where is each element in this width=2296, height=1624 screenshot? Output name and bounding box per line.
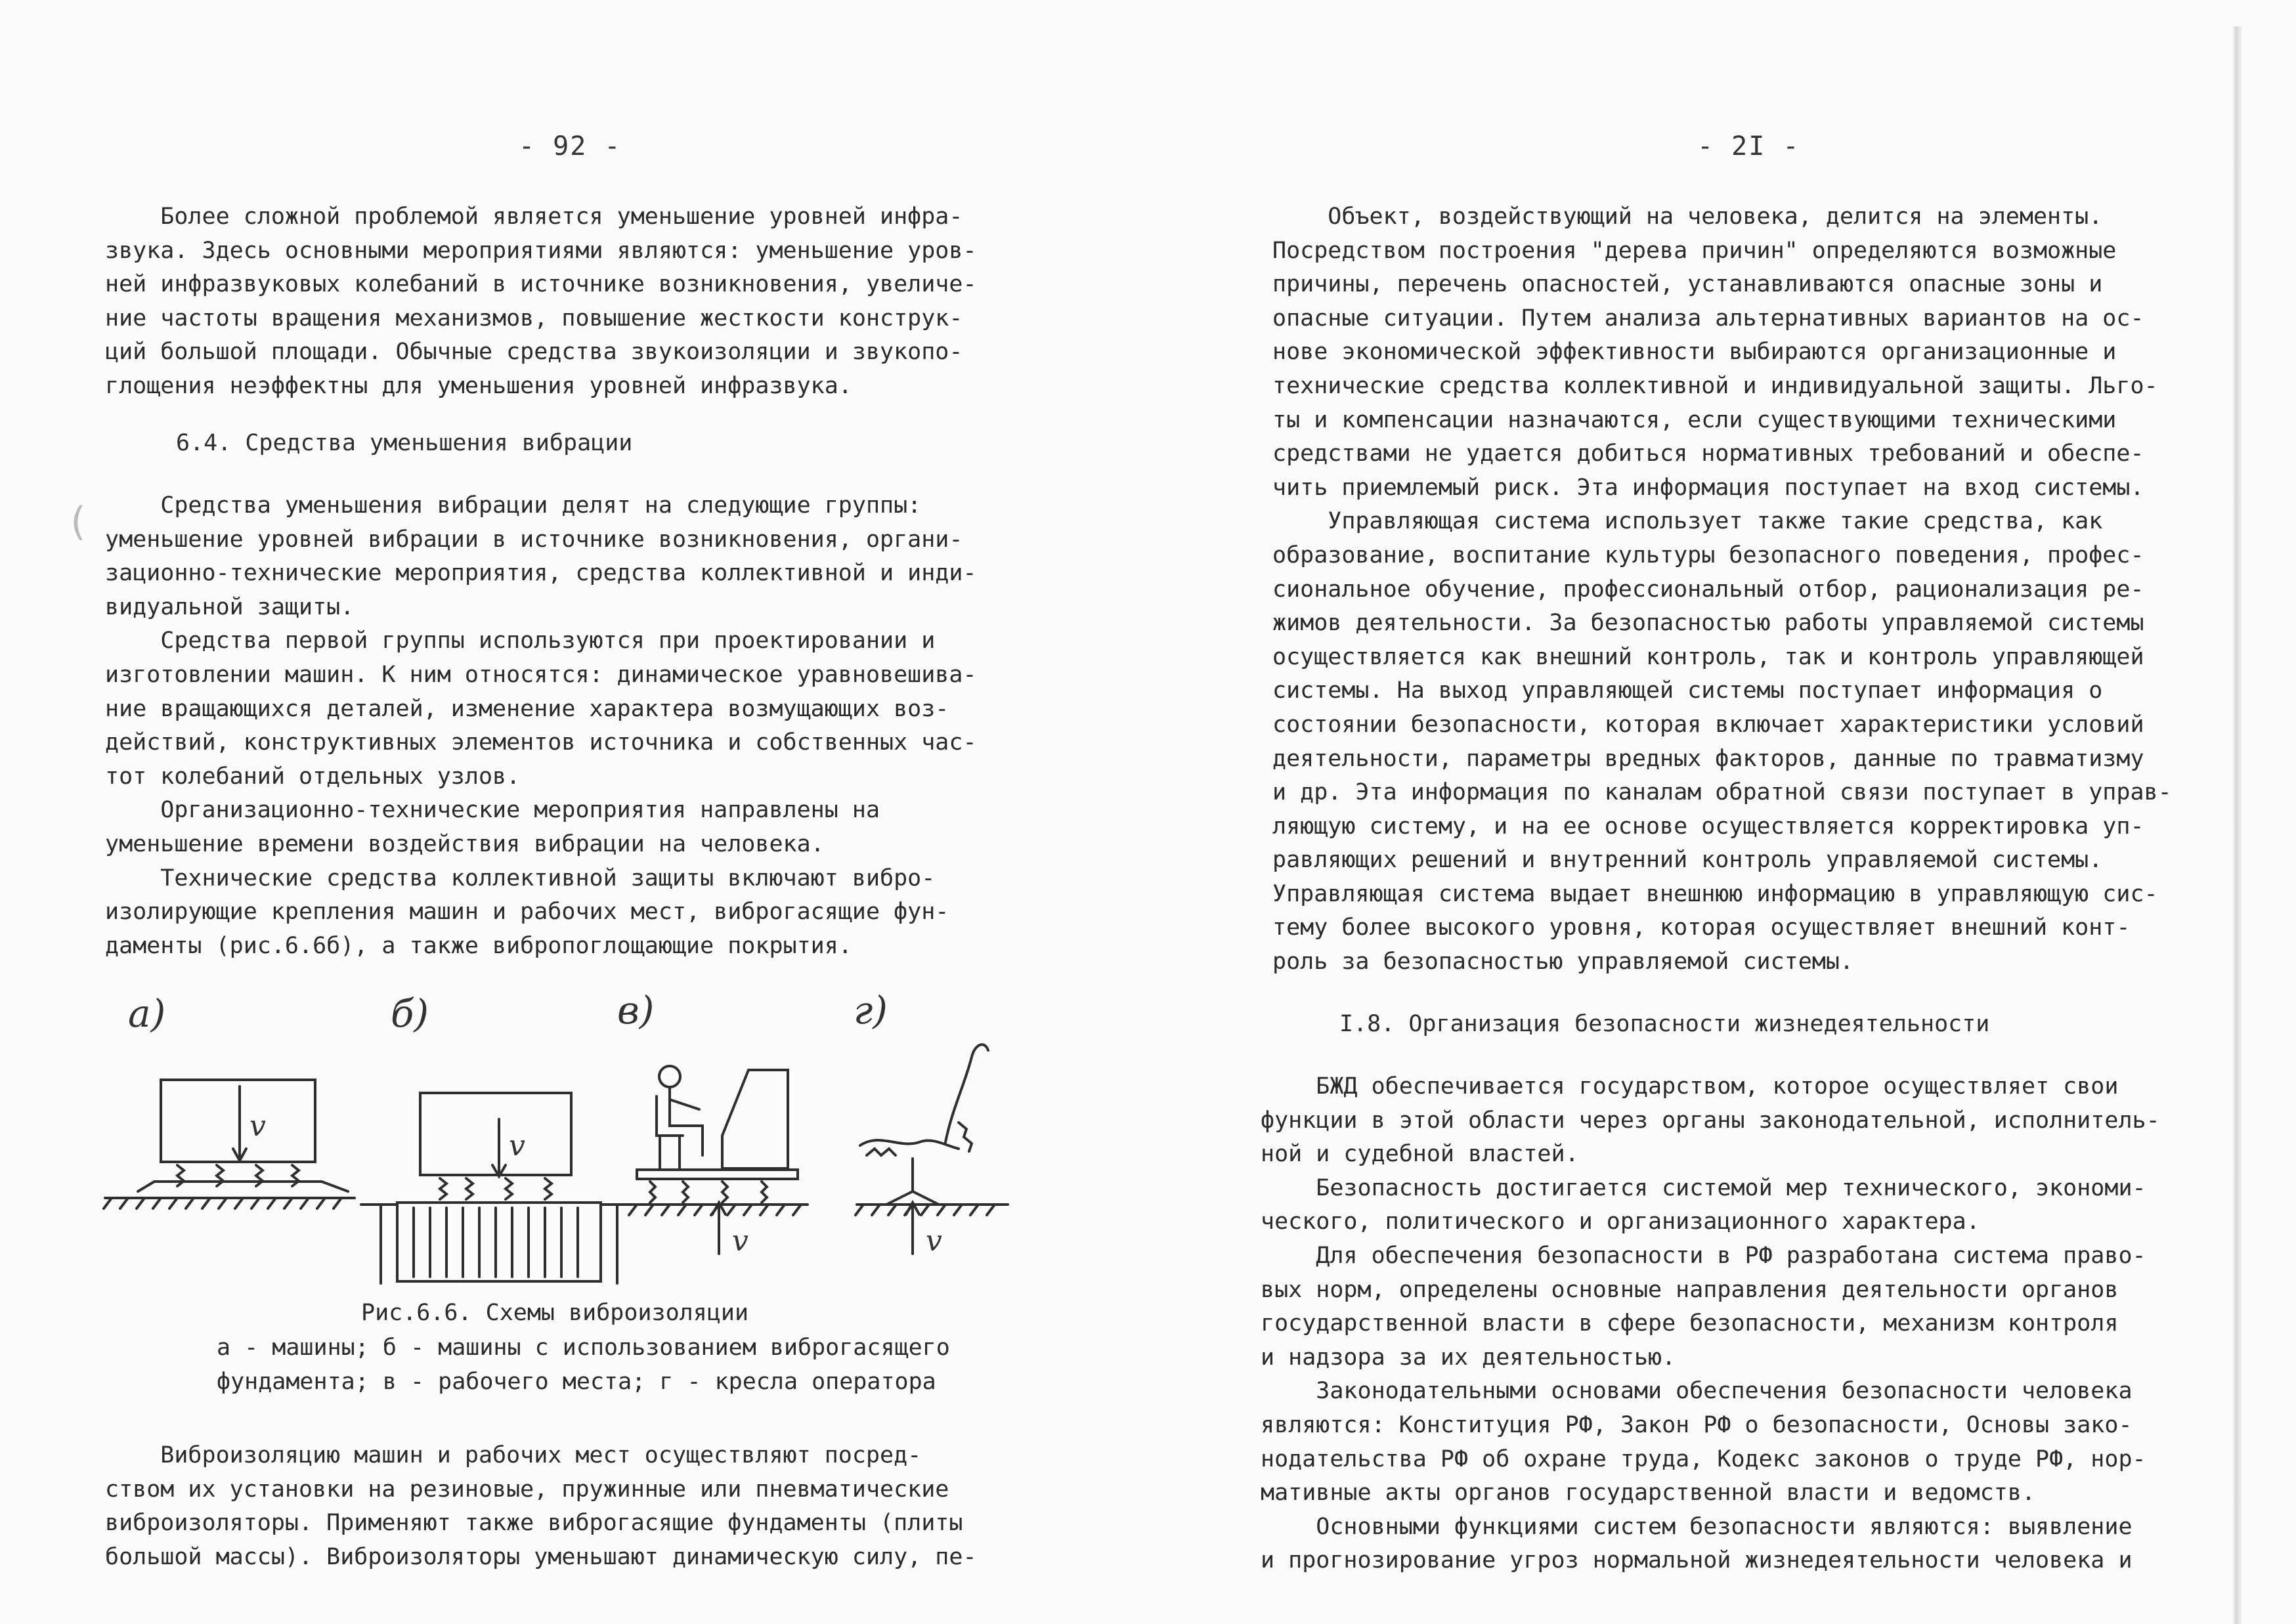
scheme-c-workplace xyxy=(629,1066,808,1254)
velocity-label-a: v xyxy=(249,1109,266,1143)
figure-caption-line-1: а - машины; б - машины с использованием виброгасящего xyxy=(217,1335,950,1361)
velocity-label-c: v xyxy=(732,1224,748,1258)
right-block2-line: Для обеспечения безопасности в РФ разработана система право- xyxy=(1261,1242,2146,1269)
right-block1-line: чить приемлемый риск. Эта информация поступает на вход системы. xyxy=(1272,474,2144,501)
left-block1-line: глощения неэффектны для уменьшения уровней инфразвука. xyxy=(105,372,852,399)
left-block2-line: зационно-технические мероприятия, средства коллективной и инди- xyxy=(105,560,977,587)
left-block2-line: изготовлении машин. К ним относятся: динамическое уравновешива- xyxy=(105,661,977,688)
right-block2-line: нодательства РФ об охране труда, Кодекс законов о труде РФ, нор- xyxy=(1261,1445,2146,1472)
left-section-heading: 6.4. Средства уменьшения вибрации xyxy=(176,430,633,456)
left-block2-line: Организационно-технические мероприятия направлены на xyxy=(105,797,880,824)
left-block3-line: большой массы). Виброизоляторы уменьшают динамическую силу, пе- xyxy=(105,1543,977,1570)
right-block1-line: Объект, воздействующий на человека, делится на элементы. xyxy=(1272,203,2103,230)
right-paragraph-organization xyxy=(1261,1070,2160,1578)
scheme-b-foundation xyxy=(361,1093,637,1283)
left-paragraph-vibration xyxy=(105,489,977,963)
right-block1-line: сиональное обучение, профессиональный отбор, рационализация ре- xyxy=(1272,576,2144,603)
right-block1-line: равляющих решений и внутренний контроль управляемой системы. xyxy=(1272,847,2103,874)
figure-label-a: а) xyxy=(128,991,166,1036)
right-block2-line: Законодательными основами обеспечения безопасности человека xyxy=(1261,1378,2133,1405)
right-block1-line: технические средства коллективной и индивидуальной защиты. Льго- xyxy=(1272,372,2158,399)
right-block1-line: нове экономической эффективности выбираются организационные и xyxy=(1272,339,2117,366)
right-block2-line: функции в этой области через органы законодательной, исполнитель- xyxy=(1261,1107,2160,1134)
right-block2-line: и прогнозирование угроз нормальной жизнедеятельности человека и xyxy=(1261,1547,2133,1574)
right-block2-line: вых норм, определены основные направления деятельности органов xyxy=(1261,1276,2119,1303)
right-block1-line: осуществляется как внешний контроль, так и контроль управляющей xyxy=(1272,643,2144,670)
margin-bracket: ( xyxy=(66,499,90,545)
right-block2-line: государственной власти в сфере безопасности, механизм контроля xyxy=(1261,1310,2119,1337)
left-paragraph-infrasound xyxy=(105,200,977,404)
right-block2-line: являются: Конституция РФ, Закон РФ о безопасности, Основы зако- xyxy=(1261,1411,2133,1438)
left-block1-line: Более сложной проблемой является уменьшение уровней инфра- xyxy=(105,203,963,230)
left-paragraph-isolation xyxy=(105,1439,977,1574)
right-block2-line: мативные акты органов государственной власти и ведомств. xyxy=(1261,1480,2036,1506)
right-block1-line: роль за безопасностью управляемой системы. xyxy=(1272,949,1854,975)
right-block1-line: Посредством построения "дерева причин" определяются возможные xyxy=(1272,237,2117,264)
right-block2-line: и надзора за их деятельностью. xyxy=(1261,1344,1676,1371)
figure-label-g: г) xyxy=(854,988,888,1033)
right-paragraph-system xyxy=(1272,200,2172,979)
right-block1-line: ляющую систему, и на ее основе осуществляется корректировка уп- xyxy=(1272,813,2144,840)
right-block1-line: и др. Эта информация по каналам обратной связи поступает в управ- xyxy=(1272,779,2172,806)
right-block2-line: БЖД обеспечивается государством, которое осуществляет свои xyxy=(1261,1073,2119,1100)
left-block3-line: Виброизоляцию машин и рабочих мест осуществляют посред- xyxy=(105,1442,922,1468)
left-block2-line: Средства первой группы используются при проектировании и xyxy=(105,628,936,654)
left-block2-line: видуальной защиты. xyxy=(105,593,355,620)
right-block2-line: Основными функциями систем безопасности являются: выявление xyxy=(1261,1513,2133,1540)
velocity-label-b: v xyxy=(509,1129,525,1163)
right-block1-line: жимов деятельности. За безопасностью работы управляемой системы xyxy=(1272,610,2144,637)
left-block3-line: виброизоляторы. Применяют также виброгасящие фундаменты (плиты xyxy=(105,1510,963,1537)
figure-caption-title: Рис.6.6. Схемы виброизоляции xyxy=(361,1300,749,1326)
left-block2-line: тот колебаний отдельных узлов. xyxy=(105,763,521,790)
right-block1-line: опасные ситуации. Путем анализа альтернативных вариантов на ос- xyxy=(1272,305,2144,331)
right-page-number: - 2I - xyxy=(1697,131,1800,161)
left-block2-line: уменьшение уровней вибрации в источнике возникновения, органи- xyxy=(105,526,963,553)
figure-label-v: в) xyxy=(617,988,655,1033)
left-block1-line: ней инфразвуковых колебаний в источнике возникновения, увеличе- xyxy=(105,271,977,298)
scheme-a-machine xyxy=(104,1080,355,1208)
right-block1-line: Управляющая система выдает внешнюю информацию в управляющую сис- xyxy=(1272,880,2158,907)
vibration-isolation-diagram xyxy=(92,978,1024,1287)
figure-label-b: б) xyxy=(391,991,429,1036)
left-block2-line: Технические средства коллективной защиты включают вибро- xyxy=(105,865,936,891)
right-block1-line: тему более высокого уровня, которая осуществляет внешний конт- xyxy=(1272,914,2131,941)
left-block2-line: ние вращающихся деталей, изменение характера возмущающих воз- xyxy=(105,695,949,722)
left-page-number: - 92 - xyxy=(519,131,622,161)
left-block2-line: Средства уменьшения вибрации делят на следующие группы: xyxy=(105,492,922,519)
right-block1-line: деятельности, параметры вредных факторов, данные по травматизму xyxy=(1272,745,2144,772)
left-block1-line: звука. Здесь основными мероприятиями являются: уменьшение уров- xyxy=(105,237,977,264)
left-block1-line: ние частоты вращения механизмов, повышение жесткости конструк- xyxy=(105,305,963,331)
left-block3-line: ством их установки на резиновые, пружинные или пневматические xyxy=(105,1476,949,1503)
right-block1-line: причины, перечень опасностей, устанавливаются опасные зоны и xyxy=(1272,271,2103,298)
right-block1-line: средствами не удается добиться нормативных требований и обеспе- xyxy=(1272,440,2144,467)
right-block1-line: Управляющая система использует также такие средства, как xyxy=(1272,508,2103,535)
right-block1-line: состоянии безопасности, которая включает характеристики условий xyxy=(1272,711,2144,738)
left-block2-line: действий, конструктивных элементов источника и собственных час- xyxy=(105,729,977,756)
scheme-d-operator-seat xyxy=(856,1044,1008,1254)
velocity-label-d: v xyxy=(926,1224,942,1258)
right-block2-line: ческого, политического и организационного характера. xyxy=(1261,1208,1980,1235)
page-edge xyxy=(2232,26,2242,1624)
left-block2-line: уменьшение времени воздействия вибрации на человека. xyxy=(105,830,825,857)
left-block2-line: изолирующие крепления машин и рабочих мест, виброгасящие фун- xyxy=(105,899,949,926)
right-block1-line: образование, воспитание культуры безопасного поведения, профес- xyxy=(1272,542,2144,568)
right-block1-line: системы. На выход управляющей системы поступает информация о xyxy=(1272,677,2103,704)
figure-caption-line-2: фундамента; в - рабочего места; г - кресла оператора xyxy=(217,1369,936,1395)
right-block2-line: ной и судебной властей. xyxy=(1261,1141,1579,1168)
left-block1-line: ций большой площади. Обычные средства звукоизоляции и звукопо- xyxy=(105,339,963,366)
right-block1-line: ты и компенсации назначаются, если существующими техническими xyxy=(1272,406,2117,433)
left-block2-line: даменты (рис.6.6б), а также вибропоглощающие покрытия. xyxy=(105,932,852,959)
right-section-heading: I.8. Организация безопасности жизнедеятельности xyxy=(1339,1011,1990,1037)
right-block2-line: Безопасность достигается системой мер технического, экономи- xyxy=(1261,1174,2146,1201)
